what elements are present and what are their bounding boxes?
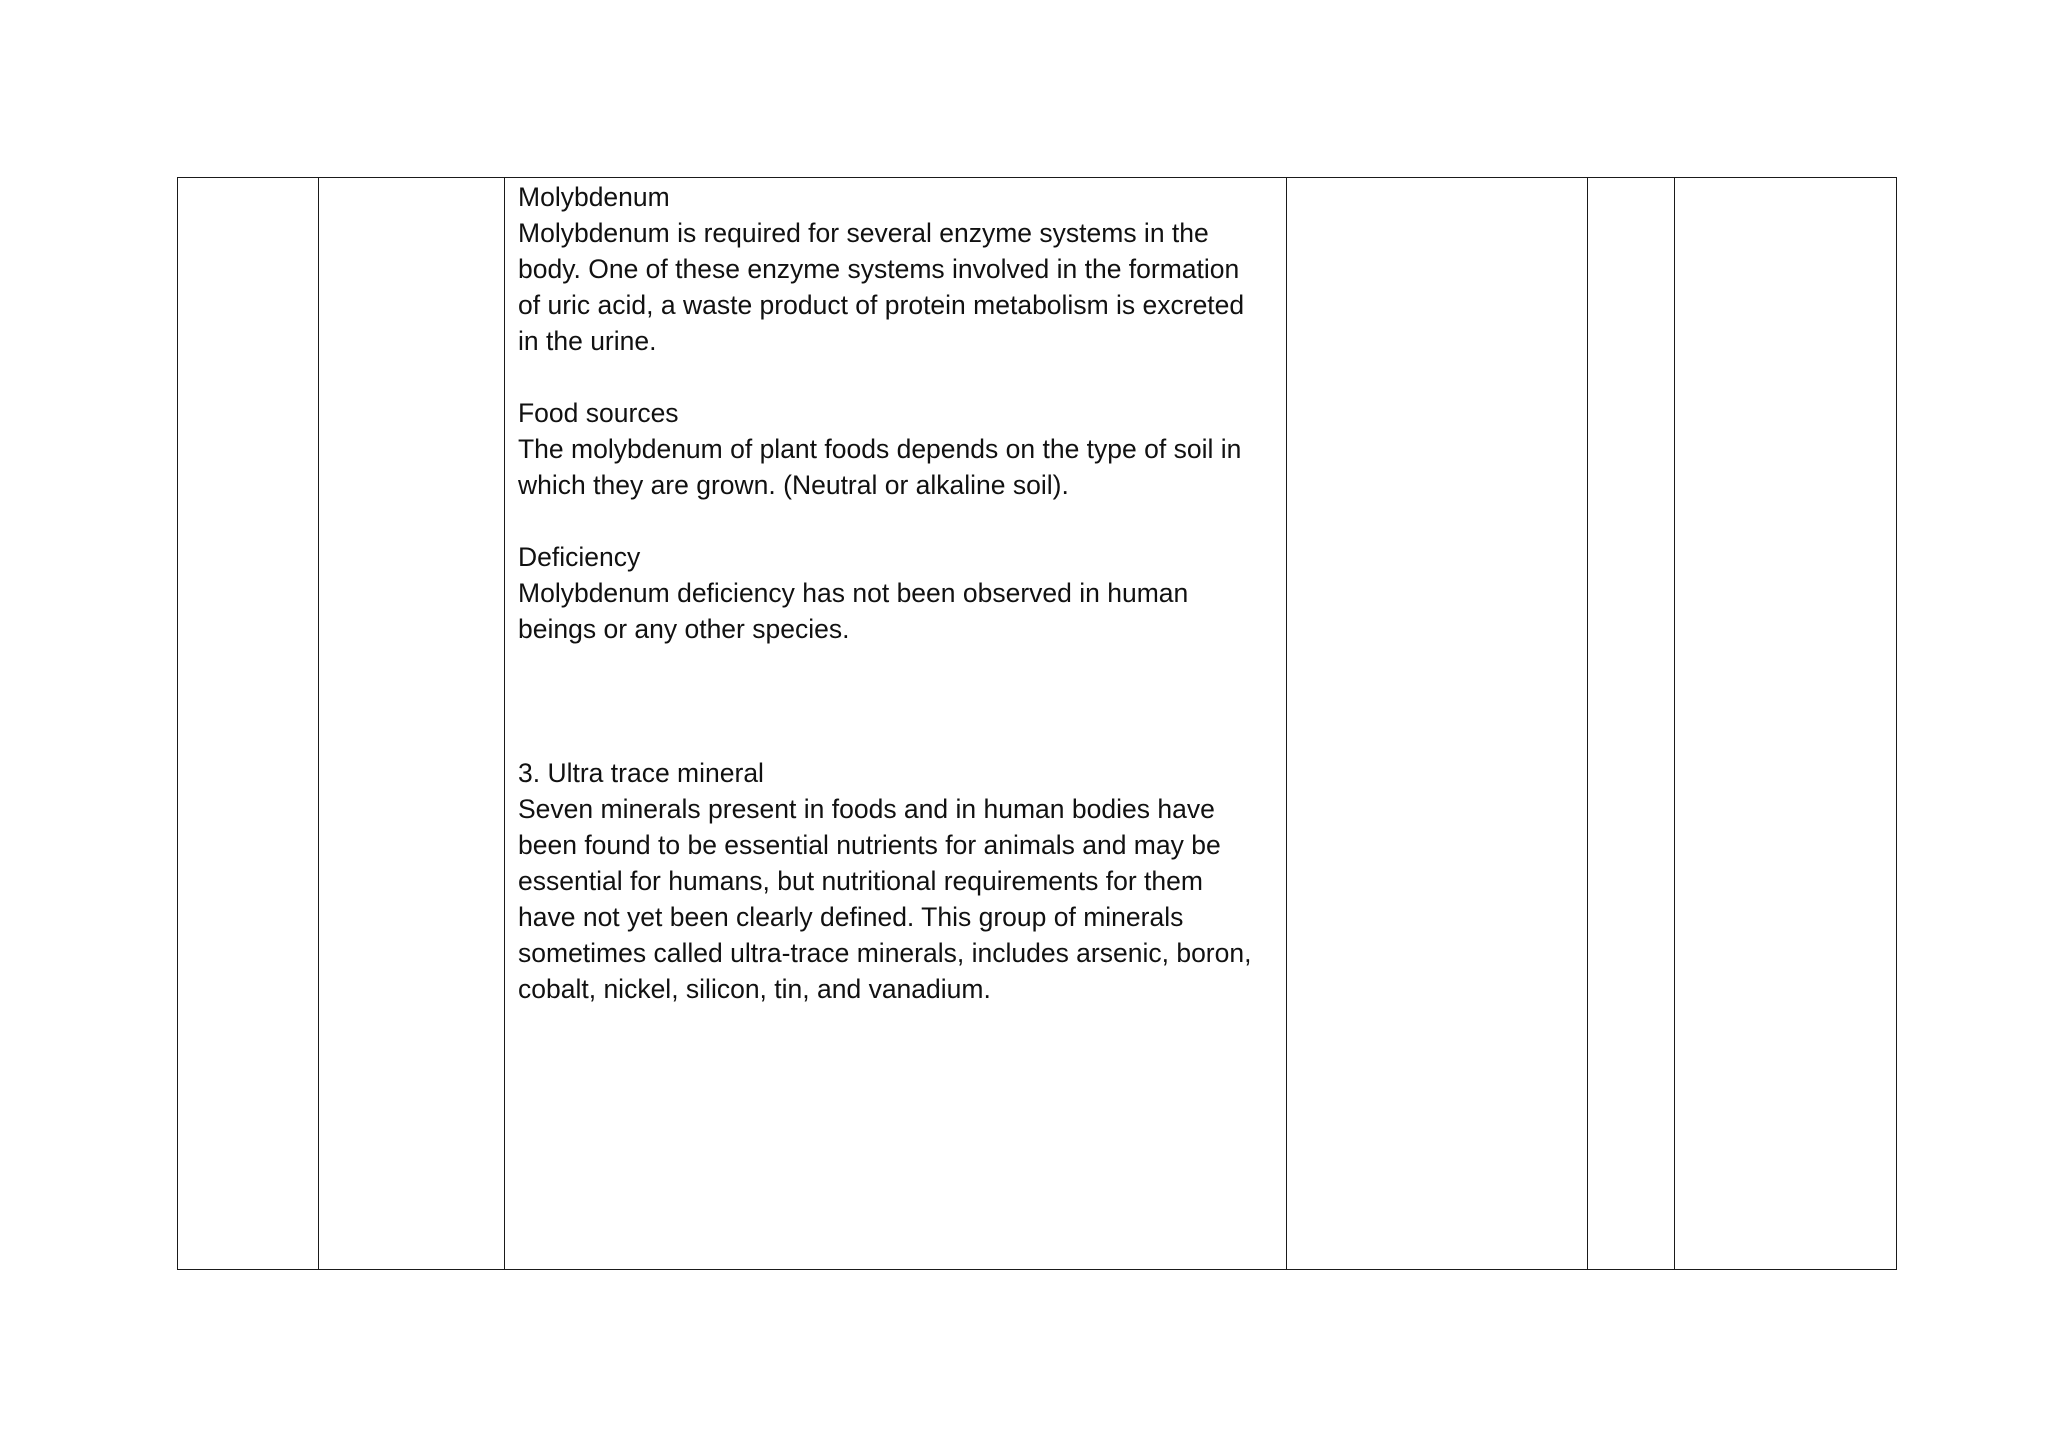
molybdenum-paragraph: Molybdenum is required for several enzyme systems in the body. One of these enzyme systems involved in the formation of uric acid, a waste product of protein metabolism is excreted in the urine. [518,218,1245,356]
empty-cell-6 [1675,178,1897,1270]
paragraph-spacer [518,647,1276,755]
table-row [178,178,1897,1270]
food-sources-paragraph: The molybdenum of plant foods depends on the type of soil in which they are grown. (Neutral or alkaline soil). [518,434,1242,500]
empty-cell-5 [1588,178,1675,1270]
empty-cell-4 [1287,178,1588,1270]
paragraph-spacer [518,503,1276,539]
molybdenum-heading: Molybdenum [518,182,670,212]
paragraph-spacer [518,359,1276,395]
ultra-trace-paragraph: Seven minerals present in foods and in human bodies have been found to be essential nutrients for animals and may be essential for humans, but nutritional requirements for them have not yet been clearly defined. This group of minerals sometimes called ultra-trace minerals, includes arsenic, boron, cobalt, nickel, silicon, tin, and vanadium. [518,794,1252,1004]
content-cell [505,178,1287,1270]
food-sources-heading: Food sources [518,398,679,428]
lesson-plan-table [177,177,1897,1270]
ultra-trace-heading: 3. Ultra trace mineral [518,758,764,788]
content-text-block [505,178,1286,1007]
empty-cell-1 [178,178,319,1270]
empty-cell-2 [319,178,505,1270]
deficiency-paragraph: Molybdenum deficiency has not been observed in human beings or any other species. [518,578,1189,644]
deficiency-heading: Deficiency [518,542,641,572]
